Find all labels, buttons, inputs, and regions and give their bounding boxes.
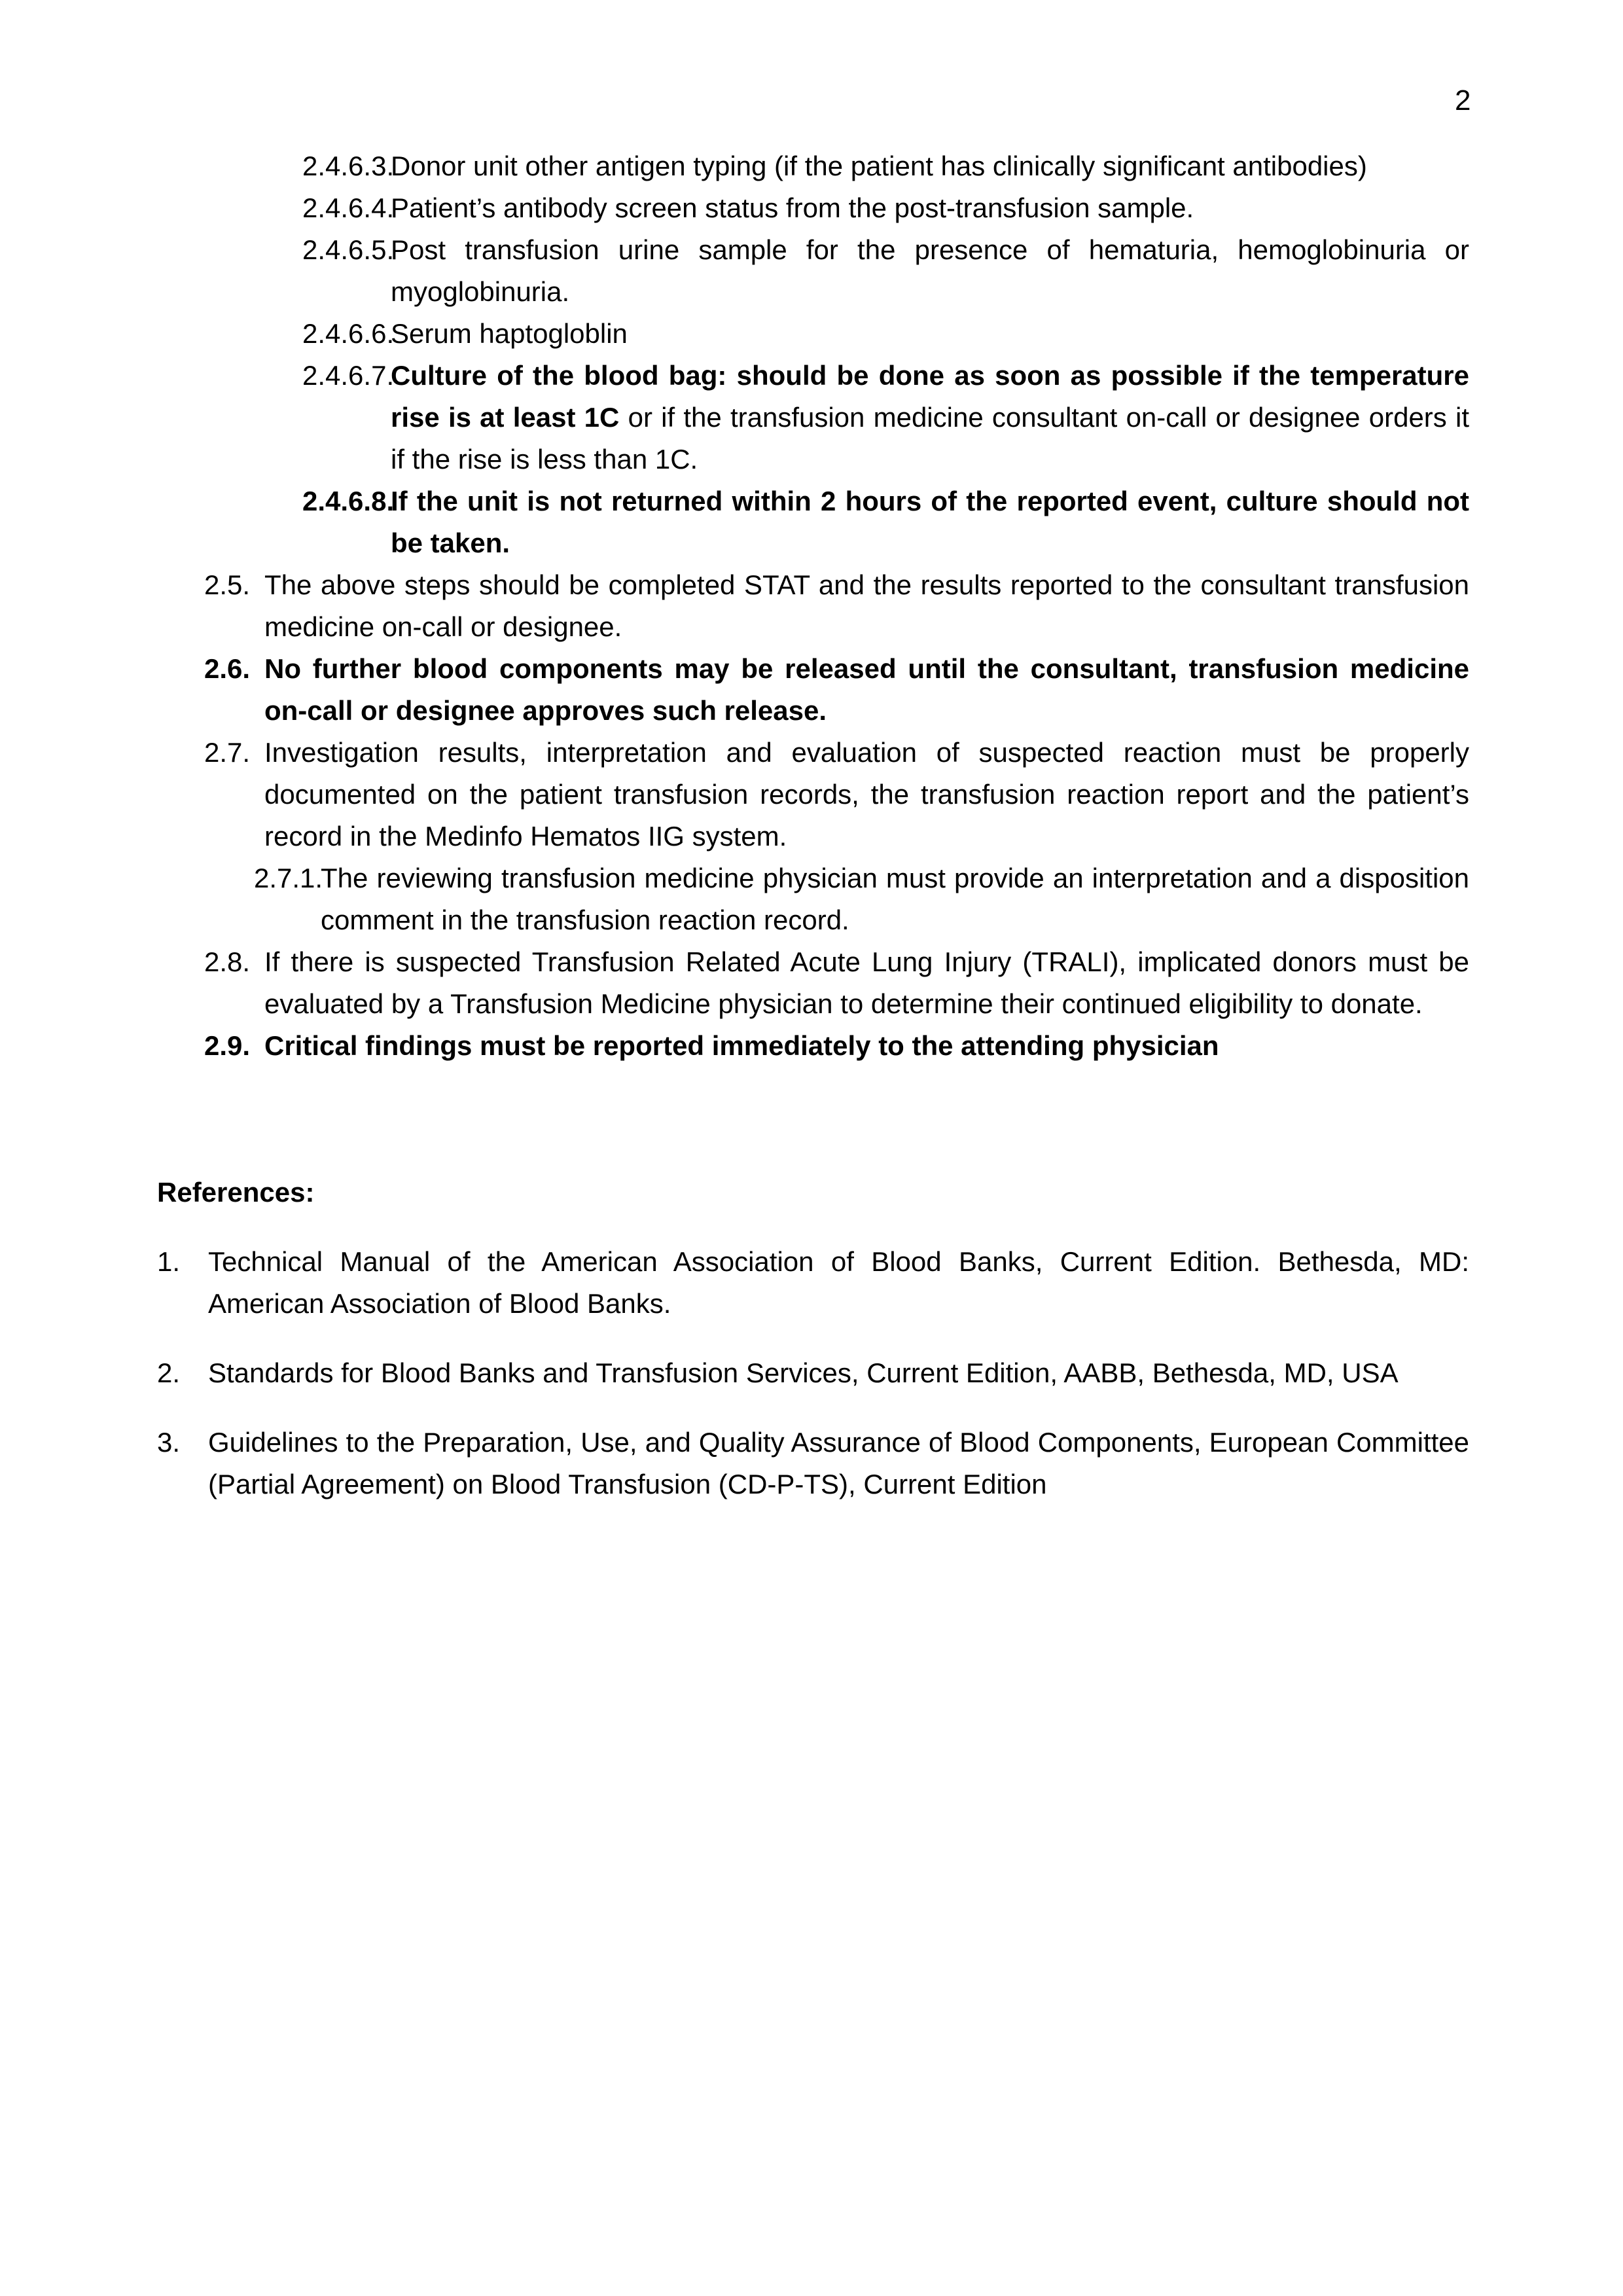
list-item-2-7 (204, 732, 1469, 857)
reference-number: 1. (157, 1246, 181, 1277)
list-item-number: 2.6. (204, 653, 251, 684)
list-item-2-8 (204, 941, 1469, 1025)
references-section (0, 1172, 1623, 1533)
list-item-2-5 (204, 564, 1469, 648)
list-item-text: Investigation results, interpretation and evaluation of suspected reaction must be properly documented on the patient transfusion records, the transfusion reaction report and the patient’s record in the Medinfo Hematos IIG system. (264, 737, 1469, 852)
list-item-2-4-6-6 (302, 313, 1469, 355)
list-item-number: 2.9. (204, 1030, 251, 1061)
reference-number: 2. (157, 1357, 181, 1388)
document-body (0, 145, 1623, 1067)
list-item-2-4-6-8 (302, 480, 1469, 564)
page-number: 2 (1455, 84, 1471, 117)
list-item-number: 2.7.1. (254, 863, 323, 893)
list-item-text: Critical findings must be reported immediately to the attending physician (264, 1030, 1219, 1061)
reference-text: Guidelines to the Preparation, Use, and Quality Assurance of Blood Components, European Committee (Partial Agreement) on Blood Transfusion (CD-P-TS), Current Edition (208, 1427, 1469, 1499)
list-item-text-bold: Culture of the blood bag: should be done as soon as possible if the temperature rise is at least 1C (391, 360, 1469, 433)
list-item-text: If the unit is not returned within 2 hours of the reported event, culture should not be taken. (391, 486, 1469, 558)
list-item-text: No further blood components may be released until the consultant, transfusion medicine on-call or designee approves such release. (264, 653, 1469, 726)
list-item-number: 2.4.6.6. (302, 318, 395, 349)
list-item-2-4-6-5 (302, 229, 1469, 313)
list-item-number: 2.4.6.8. (302, 486, 395, 516)
references-heading: References: (157, 1177, 315, 1208)
list-item-text: Patient’s antibody screen status from the post-transfusion sample. (391, 192, 1194, 223)
list-item-text: The reviewing transfusion medicine physician must provide an interpretation and a disposition comment in the transfusion reaction record. (321, 863, 1469, 935)
reference-number: 3. (157, 1427, 181, 1458)
list-item-number: 2.7. (204, 737, 251, 768)
list-item-text: or if the transfusion medicine consultant on-call or designee orders it if the rise is less than 1C. (391, 402, 1469, 475)
list-item-2-4-6-4 (302, 187, 1469, 229)
reference-item-1 (157, 1241, 1469, 1325)
list-item-2-4-6-3 (302, 145, 1469, 187)
list-item-number: 2.4.6.3. (302, 151, 395, 181)
reference-item-2 (157, 1352, 1469, 1394)
list-item-text: Donor unit other antigen typing (if the patient has clinically significant antibodies) (391, 151, 1367, 181)
list-item-number: 2.4.6.4. (302, 192, 395, 223)
list-item-number: 2.8. (204, 946, 251, 977)
list-item-2-6 (204, 648, 1469, 732)
list-item-text: The above steps should be completed STAT and the results reported to the consultant transfusion medicine on-call or designee. (264, 569, 1469, 642)
list-item-2-9 (204, 1025, 1469, 1067)
list-item-number: 2.4.6.5. (302, 234, 395, 265)
list-item-number: 2.4.6.7. (302, 360, 395, 391)
list-item-2-4-6-7 (302, 355, 1469, 480)
list-item-text: Serum haptogloblin (391, 318, 628, 349)
list-item-2-7-1 (254, 857, 1469, 941)
list-item-text: If there is suspected Transfusion Related Acute Lung Injury (TRALI), implicated donors must be evaluated by a Transfusion Medicine physician to determine their continued eligibility to donate. (264, 946, 1469, 1019)
reference-item-3 (157, 1422, 1469, 1505)
reference-text: Technical Manual of the American Association of Blood Banks, Current Edition. Bethesda, MD: American Association of Blood Banks. (208, 1246, 1469, 1319)
list-item-number: 2.5. (204, 569, 251, 600)
list-item-text: Post transfusion urine sample for the presence of hematuria, hemoglobinuria or myoglobinuria. (391, 234, 1469, 307)
reference-text: Standards for Blood Banks and Transfusion Services, Current Edition, AABB, Bethesda, MD, USA (208, 1357, 1399, 1388)
